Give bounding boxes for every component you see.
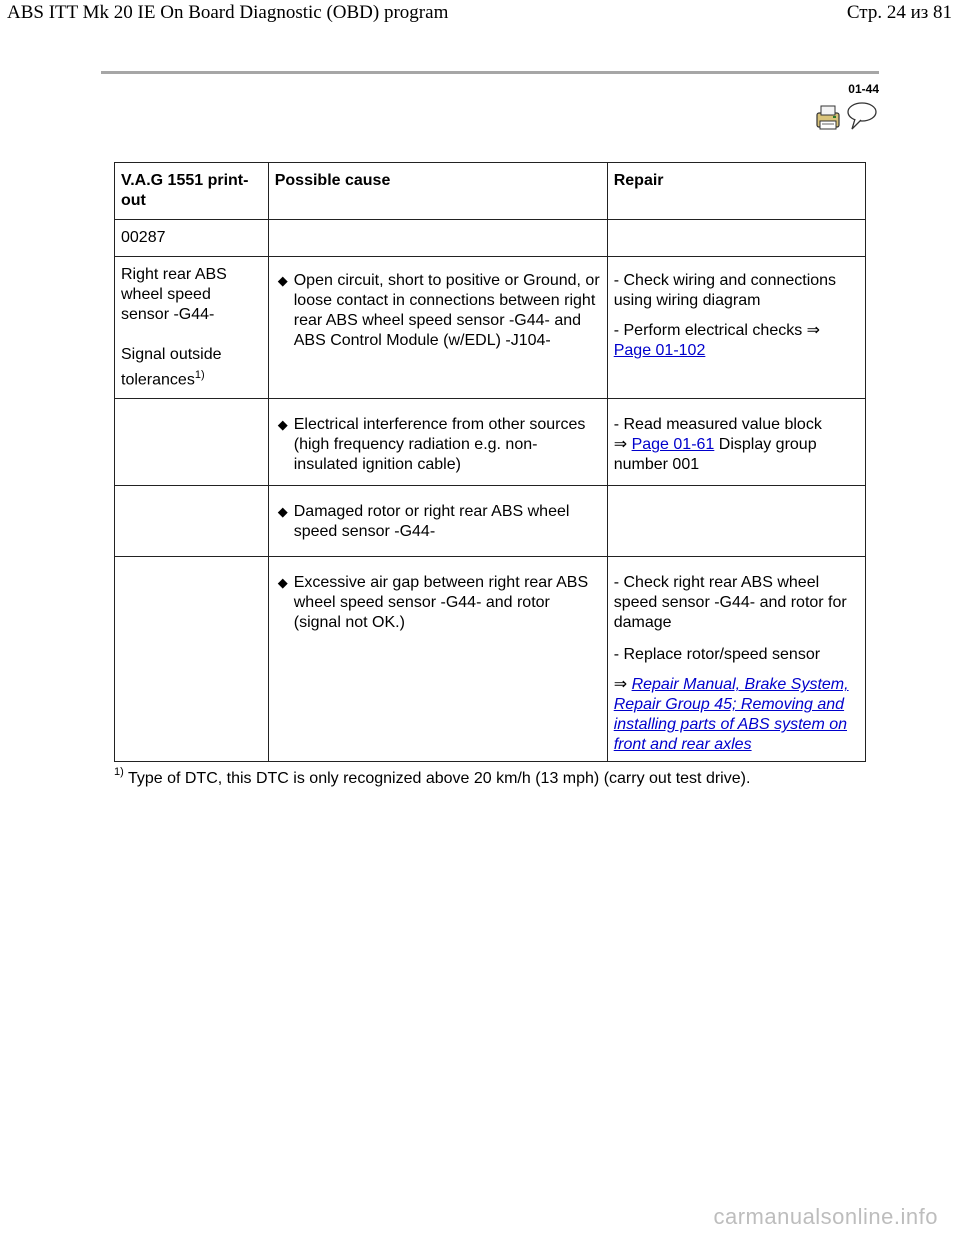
page-link[interactable]: Page 01-61 [631, 436, 715, 454]
footnote-ref: 1) [194, 369, 205, 381]
table-row: ◆ Electrical interference from other sources (high frequency radiation e.g. non-insulated ignition cable) - Read measured value block ⇒ Page 01-61 Display group number 001 [115, 399, 866, 486]
repair-step: - Replace rotor/speed sensor [613, 646, 821, 664]
table-row-code [115, 220, 866, 257]
component-name: Right rear ABS wheel speed sensor -G44- [121, 266, 227, 323]
component-cell [115, 257, 269, 399]
watermark: carmanualsonline.info [713, 1204, 938, 1229]
footnote [114, 766, 751, 788]
repair-step: - Perform electrical checks ⇒ Page 01-102 [613, 322, 821, 359]
footnote-text: Type of DTC, this DTC is only recognized above 20 km/h (13 mph) (carry out test drive). [127, 770, 751, 787]
cause-text: Open circuit, short to positive or Ground, or loose contact in connections between right rear ABS wheel speed sensor -G44- and ABS Control Module (w/EDL) -J104- [293, 272, 600, 349]
header-printout: V.A.G 1551 print-out [115, 163, 269, 220]
cause-text: Excessive air gap between right rear ABS wheel speed sensor -G44- and rotor (signal not OK.) [293, 574, 589, 632]
diagnostic-table [114, 162, 866, 762]
page-link[interactable]: Page 01-102 [613, 342, 706, 359]
header-repair: Repair [607, 163, 865, 220]
list-item [275, 502, 601, 542]
diamond-bullet-icon: ◆ [277, 504, 288, 520]
fault-code: 00287 [115, 220, 269, 257]
repair-manual-link[interactable]: Repair Manual, Brake System, Repair Group 45; Removing and installing parts of ABS system on front and rear axles [613, 676, 849, 754]
comment-bubble-icon[interactable] [848, 103, 876, 129]
footnote-marker: 1) [114, 766, 124, 778]
table-row [115, 486, 866, 557]
header-divider [101, 71, 879, 74]
list-item [275, 415, 601, 475]
repair-step: - Check wiring and connections using wiring diagram [613, 272, 837, 309]
toolbar-icons [815, 101, 879, 133]
cause-text: Damaged rotor or right rear ABS wheel speed sensor -G44- [293, 503, 570, 541]
printer-icon[interactable] [817, 106, 839, 129]
table-row [115, 257, 866, 399]
page-counter: Стр. 24 из 81 [846, 2, 952, 23]
diamond-bullet-icon: ◆ [277, 273, 288, 288]
document-title: ABS ITT Mk 20 IE On Board Diagnostic (OBD) program [7, 2, 449, 23]
repair-step: - Read measured value block [613, 416, 822, 434]
repair-step: - Check right rear ABS wheel speed sensor -G44- and rotor for damage [613, 574, 847, 632]
list-item [275, 573, 601, 633]
cause-text: Electrical interference from other sources (high frequency radiation e.g. non-insulated ignition cable) [293, 416, 586, 474]
header-cause: Possible cause [268, 163, 607, 220]
page-number: 01-44 [848, 82, 879, 96]
list-item [275, 271, 601, 351]
table-header-row [115, 163, 866, 220]
diamond-bullet-icon: ◆ [277, 417, 288, 433]
symptom-text: Signal outside tolerances [121, 346, 222, 389]
diamond-bullet-icon: ◆ [277, 575, 288, 591]
table-row: ◆ Excessive air gap between right rear ABS wheel speed sensor -G44- and rotor (signal not OK.) - Check right rear ABS wheel speed sensor -G44- and rotor for damage - Replace rotor/speed sensor ⇒ Repair Manual, Brake System, Repair Group 45; Removing and installing parts of ABS system on front and rear axles [115, 557, 866, 762]
